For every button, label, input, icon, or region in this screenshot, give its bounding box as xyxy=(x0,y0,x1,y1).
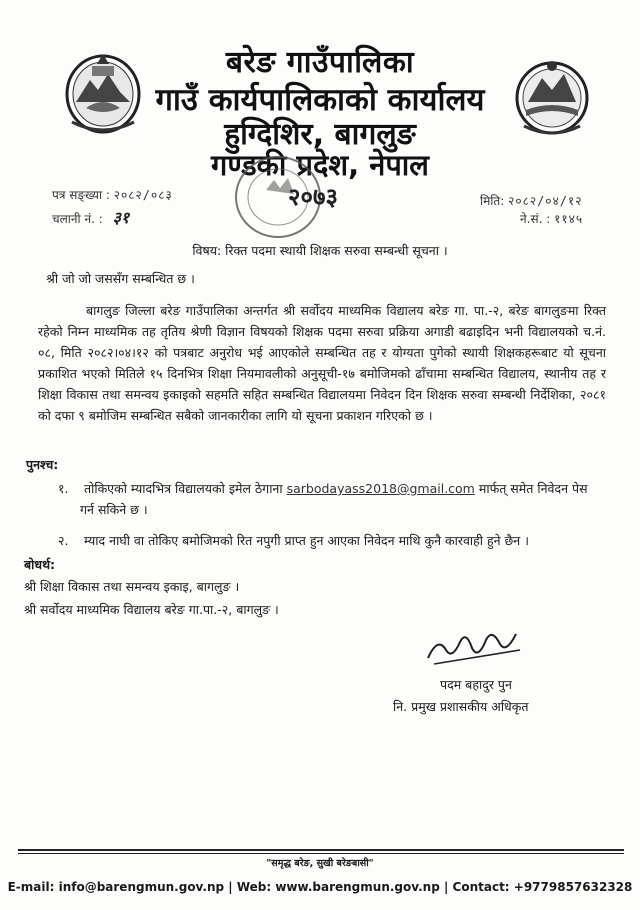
office-name: गाउँ कार्यपालिकाको कार्यालय xyxy=(155,82,485,118)
salutation: श्री जो जो जससँग सम्बन्धित छ । xyxy=(46,271,195,286)
province-country: गण्डकी प्रदेश, नेपाल xyxy=(211,148,429,182)
signatory-name: पदम बहादुर पुन xyxy=(440,677,512,692)
ne-label: ने.सं. : xyxy=(520,212,551,226)
item-text: म्याद नाघी वा तोकिए बमोजिमको रित नपुगी प्राप्त हुन आएका निवेदन माथि कुनै कारवाही हुने छैन । xyxy=(83,533,529,548)
footer-divider-thin xyxy=(18,853,624,854)
stamp-number: २०७३ xyxy=(288,183,338,211)
footer-contact: E-mail: info@barengmun.gov.np | Web: www.barengmun.gov.np | Contact: +9779857632328 xyxy=(7,880,633,894)
ne-value: ११४५ xyxy=(554,212,584,226)
item-text-line2: गर्न सकिने छ । xyxy=(80,502,148,517)
signatory-title: नि. प्रमुख प्रशासकीय अधिकृत xyxy=(393,699,529,714)
miti-label: मिति: xyxy=(480,194,505,208)
letter-subject: विषय: रिक्त पदमा स्थायी शिक्षक सरुवा सम्बन्धी सूचना । xyxy=(192,243,448,258)
item-number: २. xyxy=(58,533,69,548)
body-paragraph: बागलुङ जिल्ला बरेङ गाउँपालिका अन्तर्गत श्री सर्वोदय माध्यमिक विद्यालय बरेङ गा. पा.-२, बरेङ बागलुङमा रिक्त रहेको निम्न माध्यमिक तह तृतिय श्रेणी विज्ञान विषयको शिक्षक पदमा सरुवा प्रक्रिया अगाडी बढाइदिन भनी विद्यालयको च.नं. ०८, मिति २०८२।०४।१२ को पत्रबाट अनुरोध भई आएकोले सम्बन्धित तह र योग्यता पुगेको स्थायी शिक्षकहरूबाट यो सूचना प्रकाशित भएको मितिले १५ दिनभित्र शिक्षा नियमावलीको अनुसूची-१७ बमोजिमको ढाँचामा सम्बन्धित विद्यालय, स्थानीय तह र शिक्षा विकास तथा समन्वय इकाइको सहमति सहित सम्बन्धित विद्यालयमा निवेदन दिन शिक्षक सरुवा सम्बन्धी निर्देशिका, २०८१ को दफा ९ बमोजिम सम्बन्धित सबैको जानकारीका लागि यो सूचना प्रकाशन गरिएको छ । xyxy=(38,303,606,423)
item-text: तोकिएको म्यादभित्र विद्यालयको इमेल ठेगाना xyxy=(83,481,283,496)
letter-date xyxy=(480,192,582,209)
cc-item-2: श्री सर्वोदय माध्यमिक विद्यालय बरेङ गा.पा.-२, बागलुङ । xyxy=(24,602,279,617)
chalani-number xyxy=(52,206,129,228)
patra-sankhya xyxy=(52,186,173,203)
chalani-value: ३१ xyxy=(112,208,130,227)
bodharth-heading: बोधर्थ: xyxy=(24,557,56,572)
cc-item-1: श्री शिक्षा विकास तथा समन्वय इकाइ, बागलुङ । xyxy=(24,579,240,594)
footer-slogan: "समृद्ध बरेङ, सुखी बरेङबासी" xyxy=(266,858,374,869)
footer-divider xyxy=(18,849,624,851)
miti-value: २०८२/०४/१२ xyxy=(508,194,583,208)
office-address: हुग्दिशिर, बागलुङ xyxy=(224,117,416,152)
municipality-name: बरेङ गाउँपालिका xyxy=(225,45,415,80)
handwritten-signature-icon xyxy=(420,620,530,670)
patra-label: पत्र सङ्ख्या : xyxy=(52,188,110,202)
nepal-sambat xyxy=(520,210,583,227)
patra-value: २०८२/०८३ xyxy=(113,188,173,202)
item-text-after: मार्फत् समेत निवेदन पेस xyxy=(478,481,588,496)
item-number: १. xyxy=(58,481,69,496)
chalani-label: चलानी नं. : xyxy=(52,212,103,226)
school-email-link[interactable]: sarbodayass2018@gmail.com xyxy=(286,481,475,496)
punashcha-heading: पुनश्च: xyxy=(26,457,59,472)
punashcha-item-1 xyxy=(58,478,606,520)
punashcha-item-2 xyxy=(58,530,618,551)
